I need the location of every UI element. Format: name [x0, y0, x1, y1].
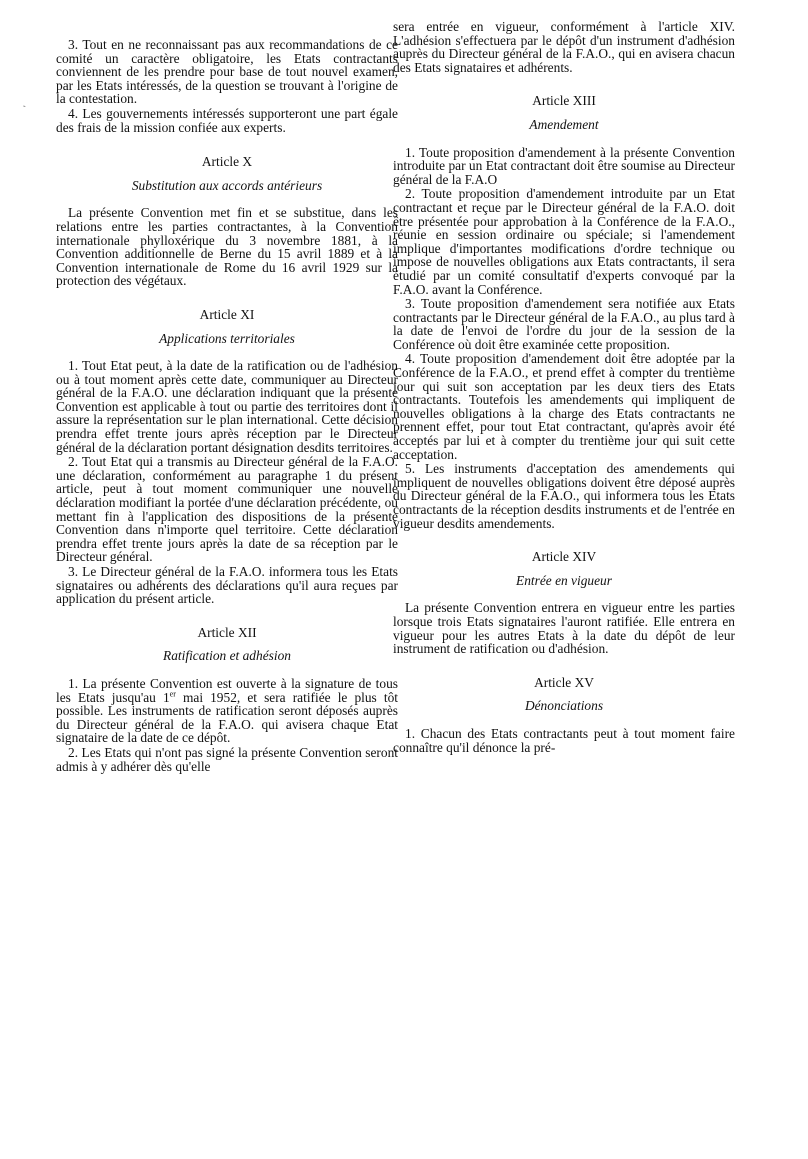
paragraph: 4. Toute proposition d'amendement doit être adoptée par la Conférence de la F.A.O., et prend effet à compter du trentième jour qui suit son acceptation par les deux tiers des Etats contractants. Toutefois les amendements qui impliquent de nouvelles obligations à la charge des Etats contractants ne prennent effet, pour tout Etat contractant, qu'après avoir été acceptés par lui et à compter du trentième jour qui suit cette acceptation.	[393, 351, 735, 462]
article-subtitle: Substitution aux accords antérieurs	[131, 177, 323, 193]
paragraph: 2. Les Etats qui n'ont pas signé la présente Convention seront admis à y adhérer dès qu'elle	[56, 744, 398, 774]
article-title: Article XIII	[532, 93, 596, 109]
paragraph: 1. Chacun des Etats contractants peut à tout moment faire connaître qu'il dénonce la pré-	[393, 725, 735, 755]
article-subtitle: Ratification et adhésion	[163, 648, 291, 664]
text-run: mai 1952, et sera ratifiée le plus tôt possible. Les instruments de ratification seront déposés auprès du Directeur général de la F.A.O. qui avisera chaque Etat signataire de la date de ce dépôt.	[56, 689, 398, 746]
paragraph: La présente Convention entrera en vigueur entre les parties lorsque trois Etats signataires l'auront ratifiée. Elle entrera en vigueur pour les autres Etats à la date du dépôt de leur instrument de ratification ou d'adhésion.	[393, 600, 735, 657]
left-column	[56, 38, 398, 774]
article-title: Article XIV	[531, 549, 597, 565]
paragraph: 2. Tout Etat qui a transmis au Directeur général de la F.A.O. une déclaration, conformément au paragraphe 1 du présent article, peut à tout moment communiquer une nouvelle déclaration modifiant la portée d'une déclaration précédente, ou mettant fin à l'application des dispositions de la présente Convention dans n'importe quel territoire. Cette déclaration prendra effet trente jours après la date de sa réception par le Directeur général.	[56, 454, 398, 565]
paragraph: 4. Les gouvernements intéressés supporteront une part égale des frais de la mission confiée aux experts.	[56, 105, 398, 135]
article-title: Article XV	[534, 674, 594, 690]
paragraph: 2. Toute proposition d'amendement introduite par un Etat contractant et reçue par le Directeur général de la F.A.O. doit être présentée pour approbation à la Conférence de la F.A.O., réunie en session ordinaire ou spéciale; si l'amendement implique d'importantes modifications d'ordre technique ou impose de nouvelles obligations aux Etats contractants, il sera étudié par un comité consultatif d'experts convoqué par la F.A.O. avant la Conférence.	[393, 186, 735, 297]
article-subtitle: Entrée en vigueur	[516, 572, 612, 588]
article-subtitle: Applications territoriales	[159, 330, 295, 346]
article-subtitle: Amendement	[529, 116, 599, 132]
paragraph: 3. Toute proposition d'amendement sera notifiée aux Etats contractants par le Directeur général de la F.A.O., au plus tard à la date de l'envoi de l'ordre du jour de la session de la Conférence où doit être examinée cette proposition.	[393, 296, 735, 352]
margin-tick-mark: ˏ	[19, 95, 27, 109]
article-subtitle: Dénonciations	[524, 698, 604, 714]
paragraph: 3. Le Directeur général de la F.A.O. informera tous les Etats signataires ou adhérents des déclarations qu'il aura reçues par application du présent article.	[56, 564, 398, 607]
paragraph: 3. Tout en ne reconnaissant pas aux recommandations de ce comité un caractère obligatoire, les Etats contractants conviennent de les prendre pour base de tout nouvel examen, par les Etats intéressés, de la question se trouvant à l'origine de la contestation.	[56, 37, 398, 107]
superscript: er	[169, 689, 176, 699]
paragraph: sera entrée en vigueur, conformément à l'article XIV. L'adhésion s'effectuera par le dépôt d'un instrument d'adhésion auprès du Directeur général de la F.A.O., qui en avisera chacun des Etats signataires et adhérents.	[393, 19, 735, 75]
paragraph: 1. Toute proposition d'amendement à la présente Convention introduite par un Etat contractant doit être soumise au Directeur général de la F.A.O	[393, 144, 735, 187]
paragraph: 5. Les instruments d'acceptation des amendements qui impliquent de nouvelles obligations doivent être déposé auprès du Directeur général de la F.A.O., qui informera tous les Etats contractants de la réception desdits instruments et de l'entrée en vigueur desdits amendements.	[393, 461, 735, 531]
paragraph	[56, 677, 398, 745]
paragraph: 1. Tout Etat peut, à la date de la ratification ou de l'adhésion ou à tout moment après cette date, communiquer au Directeur général de la F.A.O. une déclaration indiquant que la présente Convention est applicable à tout ou partie des territoires dont il assure la représentation sur le plan international. Cette décision prendra effet trente jours après réception par le Directeur général de la déclaration portant désignation desdits territoires.	[56, 358, 398, 455]
paragraph: La présente Convention met fin et se substitue, dans les relations entre les parties contractantes, à la Convention internationale phylloxérique du 3 novembre 1881, à la Convention additionnelle de Berne du 15 avril 1889 et à la Convention internationale de Rome du 16 avril 1929 sur la protection des végétaux.	[56, 205, 398, 289]
article-title: Article X	[201, 154, 253, 170]
text-run: 1. La présente Convention est ouverte à la signature de tous les Etats jusqu'au 1	[56, 675, 398, 705]
right-column	[393, 20, 735, 755]
article-title: Article XI	[199, 306, 255, 322]
article-title: Article XII	[197, 624, 257, 640]
